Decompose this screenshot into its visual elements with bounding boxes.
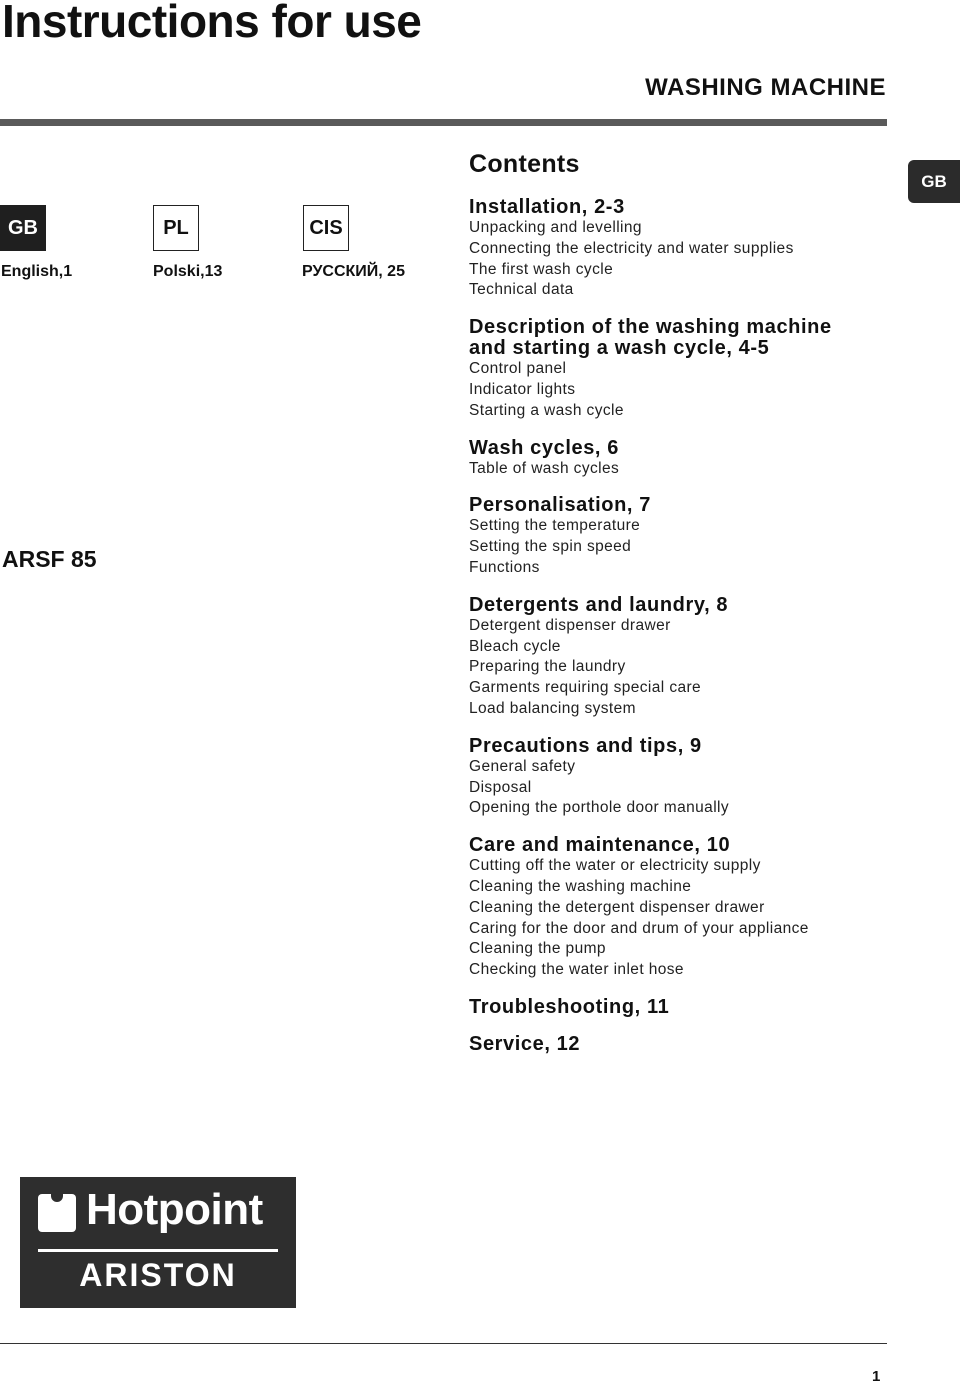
section-item[interactable]: General safety [469,757,576,775]
section-item[interactable]: The first wash cycle [469,260,614,278]
section-title[interactable]: Troubleshooting, 11 [469,995,670,1018]
section-item[interactable]: Disposal [469,778,532,796]
section-item[interactable]: Load balancing system [469,699,636,717]
section-item[interactable]: Table of wash cycles [469,459,620,477]
section-item[interactable]: Caring for the door and drum of your appliance [469,919,809,937]
contents-section [469,197,909,301]
document-subtitle: WASHING MACHINE [645,74,886,101]
section-title[interactable]: Detergents and laundry, 8 [469,593,729,616]
contents-heading: Contents [469,150,580,178]
page-number: 1 [872,1368,881,1385]
contents-section [469,997,909,1018]
contents-section [469,438,909,480]
section-title[interactable]: Description of the washing machine and starting a wash cycle, 4-5 [469,316,832,360]
section-item[interactable]: Setting the temperature [469,517,641,535]
logo-brand-text: Hotpoint [86,1185,263,1234]
logo-divider [38,1249,278,1252]
model-number: ARSF 85 [2,546,97,572]
contents-section [469,595,909,720]
section-title[interactable]: Installation, 2-3 [469,196,625,218]
language-label-english[interactable]: English,1 [1,263,73,280]
language-label-polish[interactable]: Polski,13 [153,263,223,280]
hotpoint-ariston-logo [20,1177,296,1308]
section-item[interactable]: Cutting off the water or electricity supply [469,857,761,875]
section-item[interactable]: Bleach cycle [469,637,561,655]
section-item[interactable]: Garments requiring special care [469,679,702,697]
section-item[interactable]: Checking the water inlet hose [469,961,684,979]
section-item[interactable]: Connecting the electricity and water supplies [469,239,794,257]
section-title[interactable]: Personalisation, 7 [469,494,651,517]
hotpoint-mark-icon [38,1194,76,1232]
section-title[interactable]: Precautions and tips, 9 [469,734,702,757]
section-item[interactable]: Indicator lights [469,380,576,398]
section-item[interactable]: Preparing the laundry [469,658,626,676]
language-label-russian[interactable]: РУССКИЙ, 25 [302,263,405,280]
section-item[interactable]: Starting a wash cycle [469,401,624,419]
contents-section [469,736,909,819]
section-title[interactable]: Care and maintenance, 10 [469,834,731,857]
table-of-contents [469,150,909,1071]
section-item[interactable]: Cleaning the pump [469,940,606,958]
section-item[interactable]: Technical data [469,281,574,299]
section-item[interactable]: Unpacking and levelling [469,219,642,236]
contents-section [469,1034,909,1055]
section-title[interactable]: Wash cycles, 6 [469,436,619,459]
contents-section-list [469,197,909,1055]
section-title[interactable]: Service, 12 [469,1032,581,1055]
section-item[interactable]: Cleaning the detergent dispenser drawer [469,898,765,916]
section-item[interactable]: Control panel [469,360,567,378]
contents-section [469,495,909,578]
section-item[interactable]: Detergent dispenser drawer [469,616,671,634]
header-rule [0,119,887,126]
language-box-cis[interactable]: CIS [303,205,349,251]
section-item[interactable]: Opening the porthole door manually [469,799,730,817]
document-title: Instructions for use [2,0,422,47]
contents-section [469,317,909,421]
language-box-pl[interactable]: PL [153,205,199,251]
footer-rule [0,1343,887,1344]
language-side-tab: GB [908,160,960,203]
section-item[interactable]: Functions [469,558,540,576]
section-item[interactable]: Cleaning the washing machine [469,877,692,895]
language-box-gb[interactable]: GB [0,205,46,251]
section-item[interactable]: Setting the spin speed [469,538,632,556]
logo-sub-text: ARISTON [79,1257,237,1293]
contents-section [469,835,909,981]
